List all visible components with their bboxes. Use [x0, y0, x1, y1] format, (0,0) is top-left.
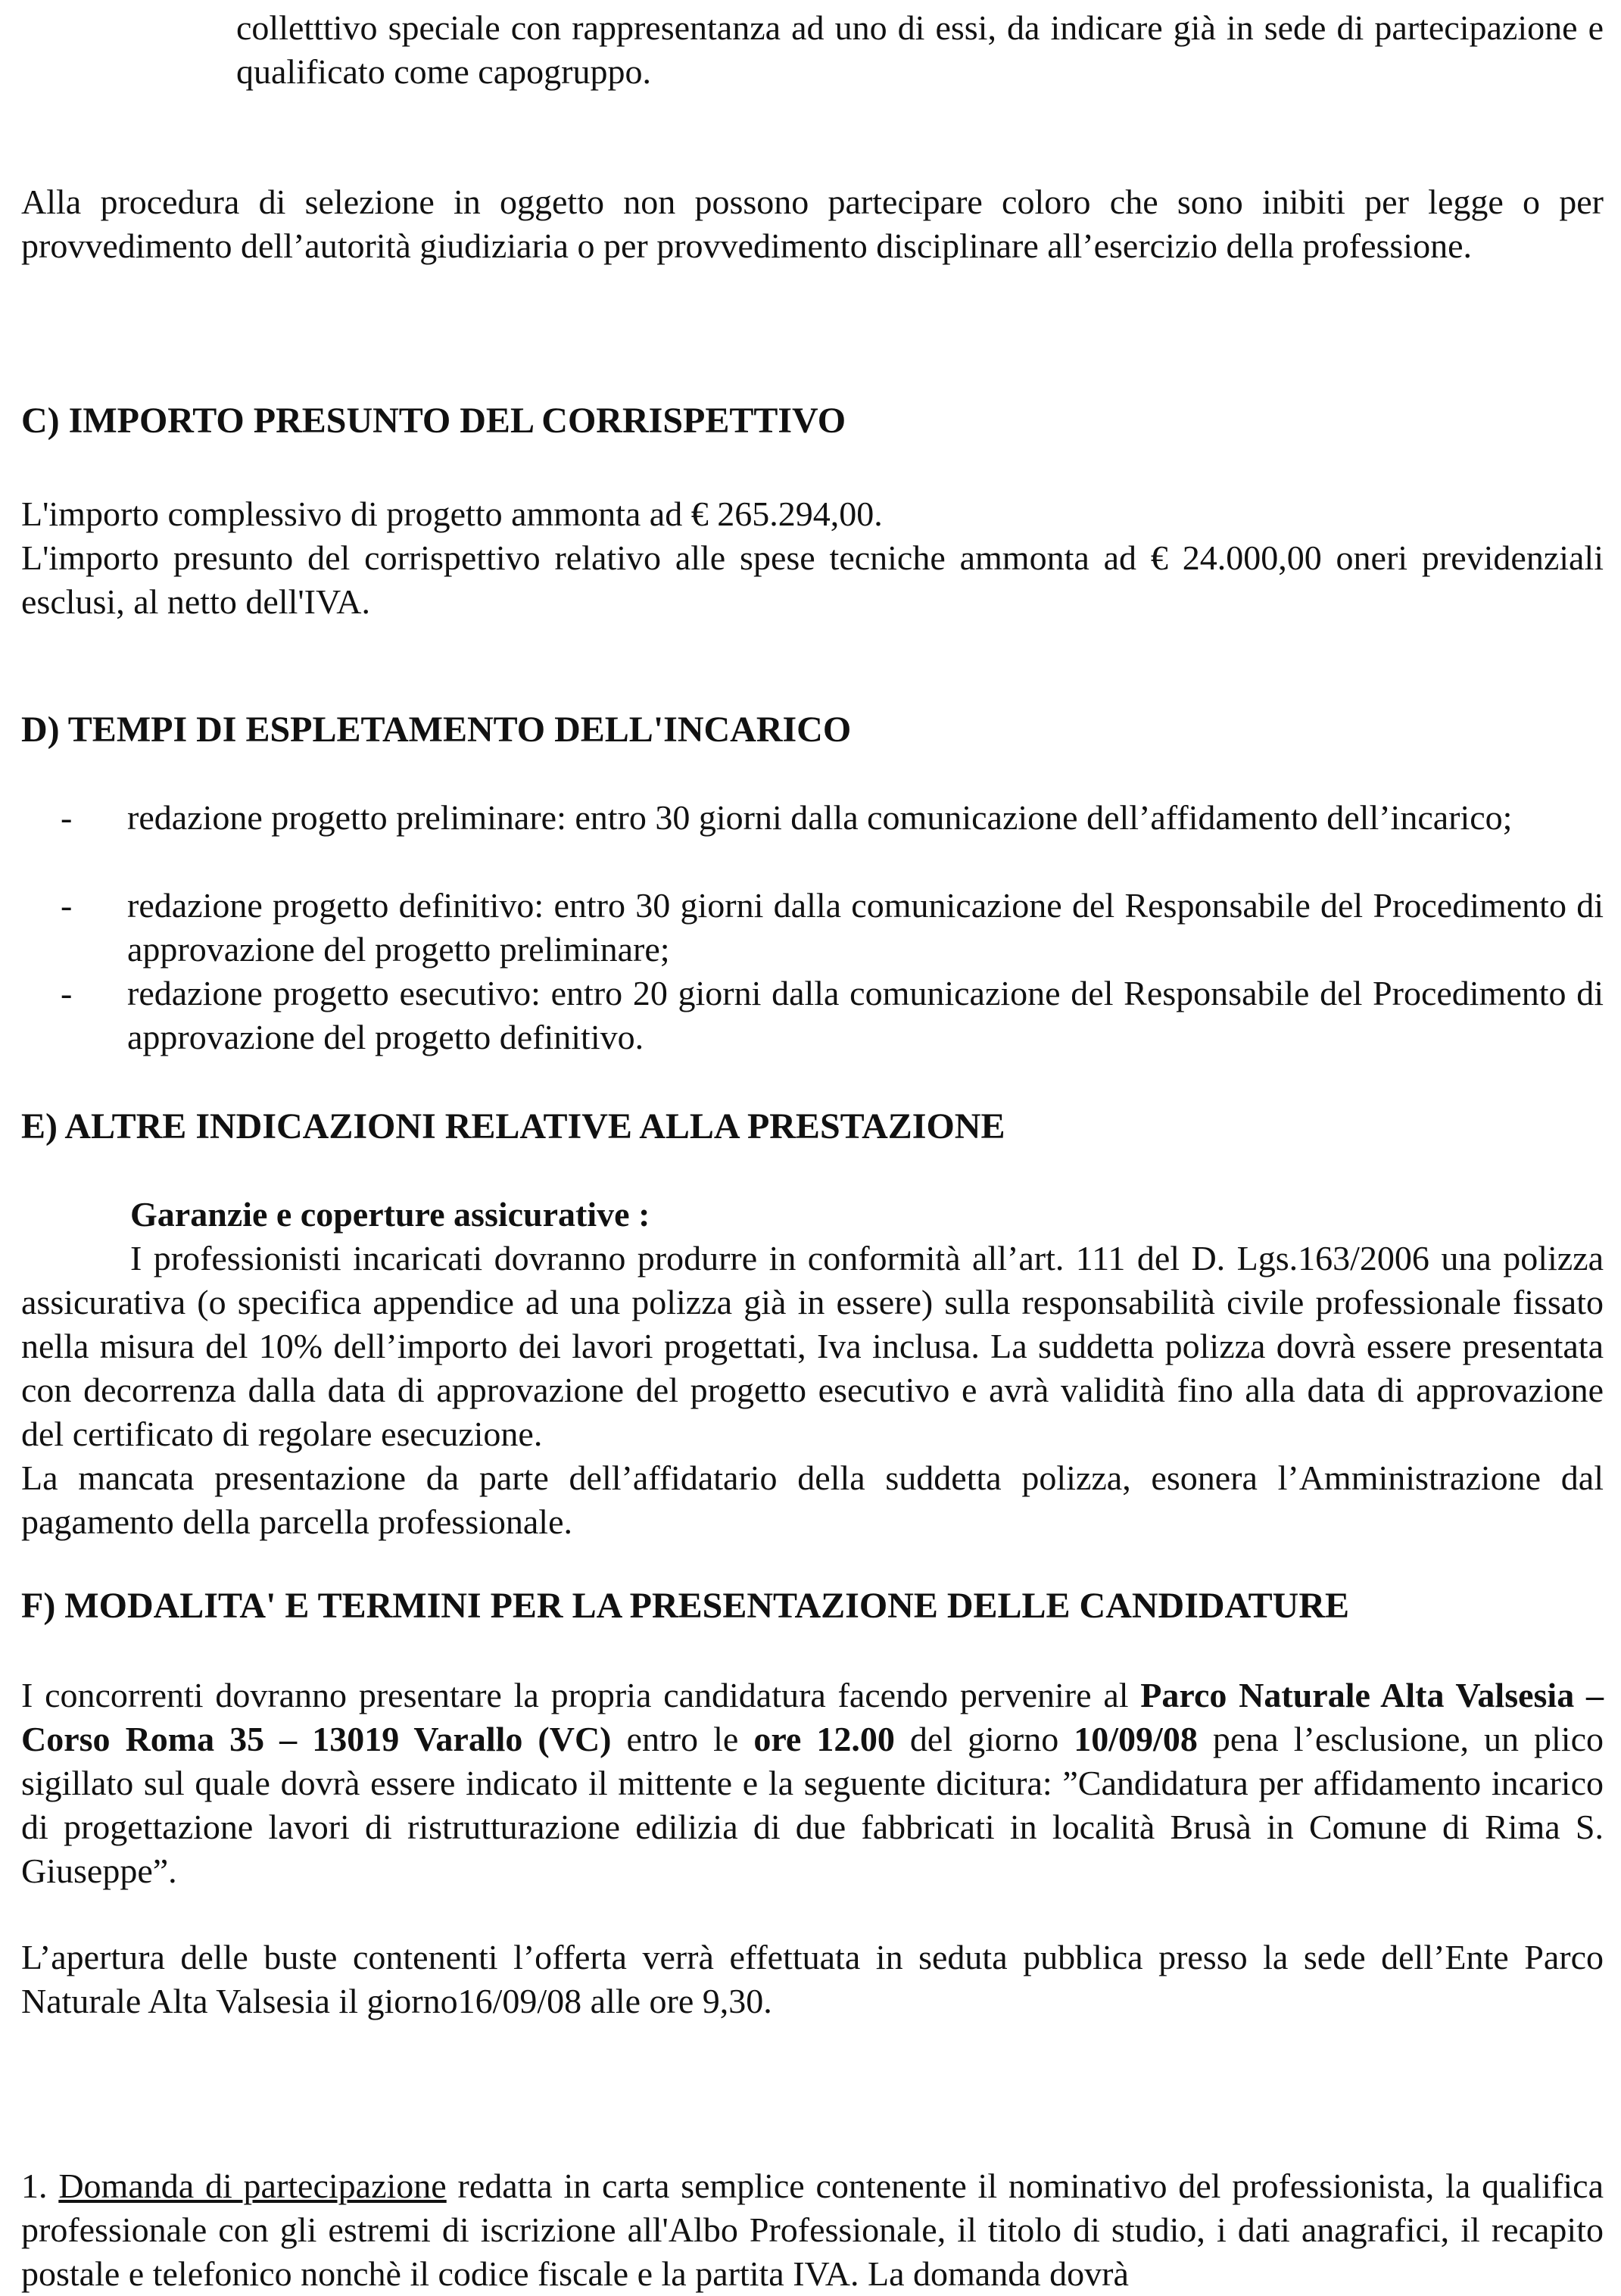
section-d-item-preliminare — [61, 796, 1604, 840]
section-e-heading: E) ALTRE INDICAZIONI RELATIVE ALLA PRESTAZIONE — [21, 1106, 1005, 1146]
section-d-heading: D) TEMPI DI ESPLETAMENTO DELL'INCARICO — [21, 710, 852, 750]
deadline-time: ore 12.00 — [753, 1720, 895, 1758]
section-c-heading: C) IMPORTO PRESUNTO DEL CORRISPETTIVO — [21, 401, 846, 441]
section-c-fee-amount: L'importo presunto del corrispettivo relativo alle spese tecniche ammonta ad € 24.000,00 oneri previdenziali esclusi, al netto dell'IVA. — [21, 538, 1604, 621]
bullet-dash: - — [61, 798, 73, 837]
intro-paragraph: colletttivo speciale con rappresentanza ad uno di essi, da indicare già in sede di partecipazione e qualificato come capogruppo. — [236, 8, 1604, 91]
section-f-heading: F) MODALITA' E TERMINI PER LA PRESENTAZIONE DELLE CANDIDATURE — [21, 1586, 1350, 1626]
section-d-item-text: redazione progetto preliminare: entro 30 giorni dalla comunicazione dell’affidamento dell’incarico; — [127, 798, 1513, 837]
section-d-item-text: redazione progetto definitivo: entro 30 giorni dalla comunicazione del Responsabile del Procedimento di approvazione del progetto preliminare; — [127, 886, 1604, 969]
bullet-dash: - — [61, 974, 73, 1012]
section-f-text: I concorrenti dovranno presentare la propria candidatura facendo pervenire al — [21, 1676, 1141, 1714]
deadline-date: 10/09/08 — [1074, 1720, 1198, 1758]
section-d-item-text: redazione progetto esecutivo: entro 20 giorni dalla comunicazione del Responsabile del Procedimento di approvazione del progetto definitivo. — [127, 974, 1604, 1056]
section-e-subheading: Garanzie e coperture assicurative : — [130, 1195, 650, 1234]
section-f-text: entro le — [611, 1720, 754, 1758]
section-d-item-esecutivo — [61, 972, 1604, 1059]
section-f-text: del giorno — [894, 1720, 1074, 1758]
section-f-submission-paragraph — [21, 1674, 1604, 1893]
item-1-text: redatta in carta semplice contenente il nominativo del professionista, la qualifica professionale con gli estremi di iscrizione all'Albo Professionale, il titolo di studio, i dati anagrafici, il recapito postale e telefonico nonchè il codice fiscale e la partita IVA. La domanda dovrà — [21, 2167, 1604, 2293]
section-f-text: pena l’esclusione, un plico sigillato sul quale dovrà essere indicato il mittente e la seguente dicitura: ”Candidatura per affidamento incarico di progettazione lavori di ristrutturazione edilizia di due fabbricati in località Brusà in Comune di Rima S. Giuseppe”. — [21, 1720, 1604, 1890]
section-f-opening-paragraph: L’apertura delle buste contenenti l’offerta verrà effettuata in seduta pubblica presso la sede dell’Ente Parco Naturale Alta Valsesia il giorno16/09/08 alle ore 9,30. — [21, 1938, 1604, 2020]
bullet-dash: - — [61, 886, 73, 925]
section-e-penalty-paragraph: La mancata presentazione da parte dell’affidatario della suddetta polizza, esonera l’Amministrazione dal pagamento della parcella professionale. — [21, 1458, 1604, 1541]
item-1-paragraph — [21, 2164, 1604, 2296]
item-1-title: Domanda di partecipazione — [58, 2167, 447, 2205]
section-e-insurance-paragraph: I professionisti incaricati dovranno produrre in conformità all’art. 111 del D. Lgs.163/2006 una polizza assicurativa (o specifica appendice ad una polizza già in essere) sulla responsabilità civile professionale fissato nella misura del 10% dell’importo dei lavori progettati, Iva inclusa. La suddetta polizza dovrà essere presentata con decorrenza dalla data di approvazione del progetto esecutivo e avrà validità fino alla data di approvazione del certificato di regolare esecuzione. — [21, 1239, 1604, 1453]
section-c-total-amount: L'importo complessivo di progetto ammonta ad € 265.294,00. — [21, 494, 883, 533]
section-d-item-definitivo — [61, 884, 1604, 972]
item-1-number: 1. — [21, 2167, 48, 2205]
parco-address: Parco Naturale Alta Valsesia – Corso Roma 35 – 13019 Varallo (VC) — [21, 1676, 1604, 1758]
exclusion-paragraph: Alla procedura di selezione in oggetto non possono partecipare coloro che sono inibiti per legge o per provvedimento dell’autorità giudiziaria o per provvedimento disciplinare all’esercizio della professione. — [21, 182, 1604, 265]
